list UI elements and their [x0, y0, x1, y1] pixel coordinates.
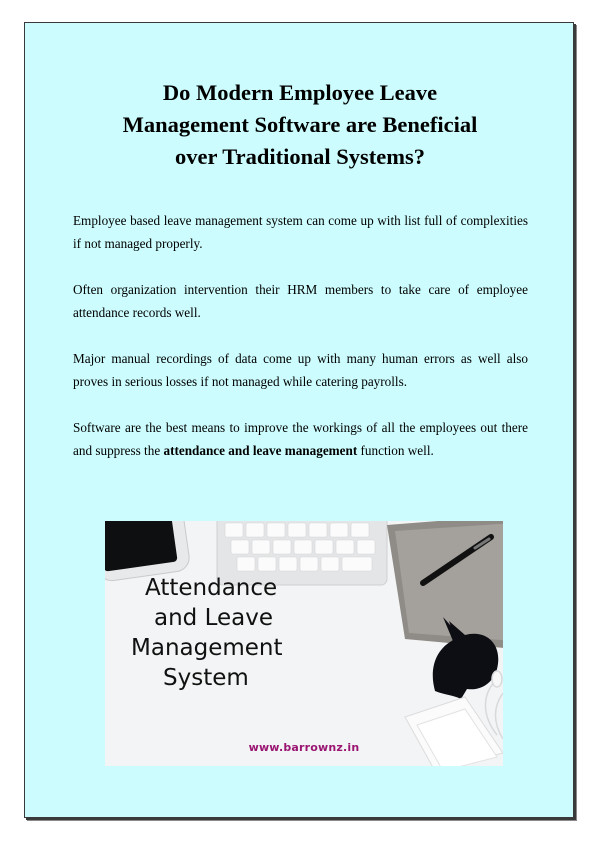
title-line-1: Do Modern Employee Leave [162, 80, 438, 105]
overlay-line-2: and Leave [154, 605, 273, 631]
document-page [24, 22, 574, 818]
title-line-2: Management Software are Beneficial [122, 112, 478, 137]
attendance-system-image [105, 521, 503, 766]
overlay-line-1: Attendance [145, 575, 278, 601]
website-url: www.barrownz.in [248, 741, 360, 754]
paragraph-4 [73, 416, 528, 462]
document-body [73, 209, 528, 485]
paragraph-3: Major manual recordings of data come up with many human errors as well also proves in serious losses if not managed while catering payrolls. [73, 351, 528, 389]
bold-phrase: attendance and leave management [163, 443, 358, 458]
paragraph-1: Employee based leave management system can come up with list full of complexities if not managed properly. [73, 213, 528, 251]
paragraph-2: Often organization intervention their HRM members to take care of employee attendance records well. [73, 282, 528, 320]
overlay-line-3: Management [131, 635, 283, 661]
paragraph-4-end: function well. [357, 443, 434, 458]
document-title [25, 77, 575, 173]
image-overlay-title [121, 573, 371, 693]
title-line-3: over Traditional Systems? [174, 144, 425, 169]
paragraph-4-start: Software are the best means to improve the workings of all the employees out there and suppress the [73, 420, 528, 458]
overlay-line-4: System [163, 665, 249, 691]
